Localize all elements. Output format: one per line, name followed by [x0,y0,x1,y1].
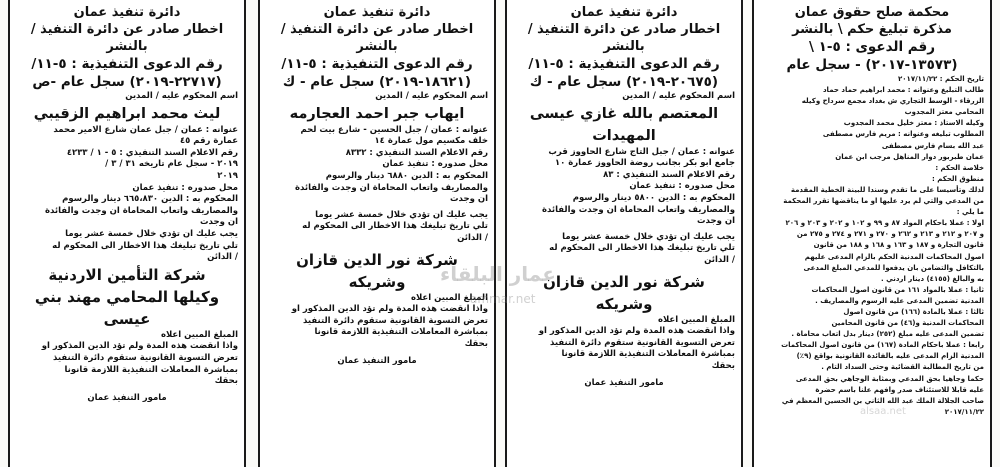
body-line: خلاصة الحكم : [935,163,984,172]
case-label: رقم الدعوى التنفيذية : ٥-١١/ [31,56,223,72]
body-line: محل صدوره : تنفيذ عمان [629,181,735,192]
judgment-body [760,74,984,418]
closing-line: بحقك [214,376,238,387]
body-line: من المدعي والتي لم يرد عليها او ما يناقضها تقرر المحكمة [783,197,984,206]
body-line: رقم الاعلام السند التنفيذي : ٨٣ [603,169,735,180]
body-line: ٢٠١٩ [217,170,238,181]
case-label: رقم الدعوى التنفيذية : ٥-١١/ [281,56,473,72]
body-line: عبد الله بسام فارس مصطفى [881,141,984,150]
notice-department: دائرة تنفيذ عمان [323,5,431,20]
body-line: به والبالغ (٤١٥٥) دينار اردني . [881,274,984,283]
body-line: / الدائن [457,232,488,243]
closing-line: بمباشرة المعاملات التنفيذية اللازمة قانونا [561,349,735,360]
body-line: يجب عليك ان تؤدي خلال خمسة عشر يوما [315,209,488,220]
closing-line: واذا انقضت هذه المدة ولم تؤد الدين المذكور او [538,326,735,337]
closing-line: بمباشرة المعاملات التنفيذية اللازمة قانونا [314,327,488,338]
watermark-text: عمار البلقاء [440,262,556,286]
notice-closing [266,304,488,350]
amount-label: المبلغ المبين اعلاه [160,329,238,340]
closing-line: بحقك [711,360,735,371]
body-line: ان وجدت [697,216,735,227]
body-line: محل صدوره : تنفيذ عمان [132,182,238,193]
creditor-agent: وكيلها المحامي مهند بني عيسى [34,287,220,328]
body-line: ثالثا : عملا بالمادة (١٦٦) من قانون اصول [843,307,984,316]
body-line: والمصاريف واتعاب المحاماة ان وجدت والفائدة [541,204,735,215]
body-line: عنوانه : عمان / جبل عمان شارع الامير محمد [53,124,238,135]
debtor-label: اسم المحكوم عليه / المدين [125,91,238,101]
closing-line: بحقك [464,338,488,349]
body-line: تاريخ الحكم : ٢٠١٧/١١/٢٢ [898,75,984,83]
body-line: / الدائن [207,252,238,263]
body-line: يجب عليك ان تؤدي خلال خمسة عشر يوما [562,231,735,242]
notice-body [16,125,238,264]
body-line: خلف مكسيم مول عمارة ١٤ [374,136,488,147]
notice-column-3 [505,0,743,467]
body-line: عمارة رقم ٤٥ [179,136,238,147]
closing-line: تعرض التسوية القانونية ستقوم دائرة التنفيذ [550,337,735,348]
notice-column-2 [258,0,496,467]
body-line: عنوانه : عمان / جبل الحسين - شارع بيت لحم [300,124,488,135]
body-line: و ٢٠٧ و ٢١٢ و ٢١٣ و ٢٦٢ و ٢٧٠ و ٢٧١ و ٢٧٤ و ٢٧٥ من [796,230,984,239]
body-line: والمصاريف واتعاب المحاماة ان وجدت والفائدة [44,205,238,216]
notice-closing [513,326,735,372]
creditor-name: شركة نور الدين قازان وشريكه [296,250,458,291]
notice-body [513,147,735,267]
debtor-label: اسم المحكوم عليه / المدين [622,91,735,101]
case-label: رقم الدعوى : ٥-١ \ [809,39,935,55]
creditor-name: شركة نور الدين قازان وشريكه [543,272,705,313]
debtor-name: ليث محمد ابراهيم الزقيبي [33,105,221,122]
notice-body [266,125,488,245]
body-line: عليه قابلا للاستئناف صدر وافهم علنا باسم حضرة [815,385,984,394]
body-line: لذلك وتأسيسا على ما تقدم وسندا للبينة الخطية المقدمة [790,185,984,194]
body-line: عنوانه : عمان / جبل التاج شارع الحاووز قرب [548,146,735,157]
body-line: ثانيا : عملا بالمواد ١٦١ من قانون اصول المحاكمات [811,285,984,294]
body-line: المحاكمات المدنية و(٤٦) من قانون المحامين [831,319,984,328]
notice-signature: مامور التنفيذ عمان [584,377,664,388]
body-line: ان وجدت [200,217,238,228]
body-line: رقم الاعلام السند التنفيذي : ٨٣٣٢ [345,147,488,158]
body-line: المحامي معتز المجدوب [904,108,984,117]
body-line: منطوق الحكم : [932,174,984,183]
body-line: ما يلي : [956,208,984,217]
body-line: المحكوم به : الدين ٥٨٠٠ دينار والرسوم [572,192,735,203]
closing-line: تعرض التسوية القانونية ستقوم دائرة التنفيذ [303,315,488,326]
notice-subtitle: مذكرة تبليغ حكم \ بالنشر [792,22,952,37]
body-line: تلي تاريخ تبليغك هذا الاخطار الى المحكوم له [302,221,488,232]
body-line: رقم الاعلام السند التنفيذي : ٥ - ١ / ٤٢٣٣ [66,147,238,158]
watermark-url-2: alsaa.net [860,406,906,417]
body-line: يجب عليك ان تؤدي خلال خمسة عشر يوما [65,228,238,239]
case-label: رقم الدعوى التنفيذية : ٥-١١/ [528,56,720,72]
body-line: صاحب الجلالة الملك عبد الله الثاني بن الحسين المعظم في [781,396,984,405]
closing-line: بمباشرة المعاملات التنفيذية اللازمة قانونا [64,364,238,375]
body-line: طالب التبليغ وعنوانه : محمد ابراهيم حماد حماد [822,86,984,95]
notice-column-4 [752,0,992,467]
closing-line: واذا انقضت هذه المدة ولم تؤد الدين المذكور او [41,341,238,352]
body-line: اصول المحاكمات المدنية الحكم بالزام المدعى عليهم [804,252,984,261]
body-line: جامع ابو بكر بجانب روضة الحاووز عمارة ١٠ [554,158,735,169]
creditor-name: شركة التأمين الاردنية [48,265,206,284]
body-line: المدنية الزام المدعى عليه بالفائدة القانونية بواقع (٩٪) [796,352,984,361]
body-line: قانون التجارة و ١٨٧ و ١٦٣ و ١٦٨ و ١٨٨ من قانون [813,241,984,250]
notice-subtitle: اخطار صادر عن دائرة التنفيذ / بالنشر [280,22,474,54]
court-name: محكمة صلح حقوق عمان [794,5,950,20]
body-line: رابعا : عملا باحكام المادة (١٦٧) من قانون اصول المحاكمات [781,341,984,350]
debtor-name: ايهاب جبر احمد العجارمه [289,105,465,122]
body-line: والمصاريف واتعاب المحاماة ان وجدت والفائدة [294,182,488,193]
body-line: المحكوم به : الدين ٦٦٥،٨٣٠ دينار والرسوم [62,194,238,205]
body-line: المحكوم به : الدين ٦٨٨٠ دينار والرسوم [325,170,488,181]
case-number: (٢٠٦٧٥-٢٠١٩) سجل عام - ك [529,74,719,90]
body-line: اولا : عملا باحكام المواد ٨٧ و ٩٩ و ١٠٢ و ٢٠٢ و ٢٠٣ و ٢٠٦ [785,219,984,228]
notice-column-1 [8,0,246,467]
body-line: تلي تاريخ تبليغك هذا الاخطار الى المحكوم له [52,240,238,251]
notice-signature: مامور التنفيذ عمان [87,392,167,403]
amount-label: المبلغ المبين اعلاه [410,292,488,303]
body-line: تلي تاريخ تبليغك هذا الاخطار الى المحكوم له [549,243,735,254]
body-line: محل صدوره : تنفيذ عمان [382,159,488,170]
body-line: ٢٠١٧/١١/٢٢ [944,407,984,416]
case-number: (١٣٥٧٣-٢٠١٧) - سجل عام [786,57,958,73]
body-line: الزرقاء - الوسط التجاري ش بغداد مجمع سرداح وكيله [801,97,984,106]
notice-closing [16,341,238,387]
notice-department: دائرة تنفيذ عمان [570,5,678,20]
notice-department: دائرة تنفيذ عمان [73,5,181,20]
body-line: ٢٠١٩ - سجل عام تاريخه ٣١ / ٣ / [105,159,238,170]
body-line: وكيله الاستاذ : معتز خليل محمد المجدوب [843,119,984,128]
debtor-label: اسم المحكوم عليه / المدين [375,91,488,101]
debtor-name: المعتصم بالله غازي عيسى المهيدات [529,105,719,144]
closing-line: تعرض التسوية القانونية ستقوم دائرة التنفيذ [53,352,238,363]
body-line: المدنية تضمين المدعى عليه الرسوم والمصاريف . [815,296,984,305]
body-line: / الدائن [704,254,735,265]
case-number: (١٨٦٢١-٢٠١٩) سجل عام - ك [282,74,472,90]
body-line: عمان طبربور دوار المناهل مرجب ابن عمان [835,152,984,161]
amount-label: المبلغ المبين اعلاه [657,314,735,325]
case-number: (٢٢٧١٧-٢٠١٩) سجل عام -ص [32,74,222,90]
notice-subtitle: اخطار صادر عن دائرة التنفيذ / بالنشر [30,22,224,54]
body-line: من تاريخ المطالبة القضائية وحتى السداد التام . [821,363,984,372]
notice-subtitle: اخطار صادر عن دائرة التنفيذ / بالنشر [527,22,721,54]
body-line: تضمين المدعى عليه مبلغ (٢٥٢) دينار بدل اتعاب محاماة . [791,330,984,339]
body-line: حكما وجاهيا بحق المدعي وبمثابة الوجاهي بحق المدعى [795,374,984,383]
body-line: المطلوب تبليغه وعنوانه : مريم فارس مصطفى [822,130,984,139]
notice-signature: مامور التنفيذ عمان [337,355,417,366]
watermark-url: ammar.net [470,292,536,306]
body-line: بالتكافل والتضامن بان يدفعوا للمدعي المبلغ المدعى [803,263,984,272]
body-line: ان وجدت [450,194,488,205]
closing-line: واذا انقضت هذه المدة ولم تؤد الدين المذكور او [291,304,488,315]
